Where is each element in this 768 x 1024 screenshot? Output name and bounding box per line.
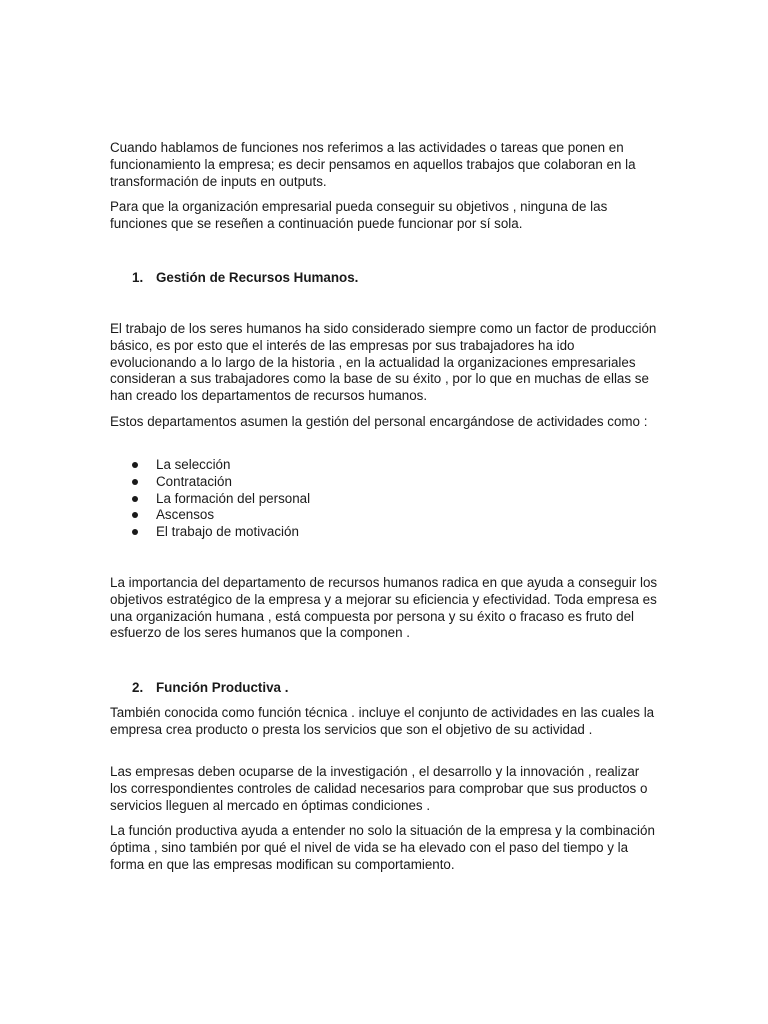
list-item: La formación del personal bbox=[110, 491, 658, 508]
bullet-icon bbox=[132, 496, 138, 502]
section-2-paragraph-2: Las empresas deben ocuparse de la investigación , el desarrollo y la innovación , realizar los correspondientes controles de calidad necesarios para comprobar que sus productos o servicios lleguen al mercado en óptimas condiciones . bbox=[110, 764, 648, 813]
list-item: La selección bbox=[110, 457, 658, 474]
section-1-heading bbox=[132, 270, 358, 287]
section-1-paragraph-2: Estos departamentos asumen la gestión del personal encargándose de actividades como : bbox=[110, 414, 648, 429]
section-1-number: 1. bbox=[132, 270, 144, 285]
section-2-title: Función Productiva . bbox=[156, 680, 289, 695]
list-item: El trabajo de motivación bbox=[110, 524, 658, 541]
section-1-paragraph-1: El trabajo de los seres humanos ha sido considerado siempre como un factor de producción básico, es por esto que el interés de las empresas por sus trabajadores ha ido evolucionando a lo largo de la historia , en la actualidad la organizaciones empresariales consideran a sus trabajadores como la base de su éxito , por lo que en muchas de ellas se han creado los departamentos de recursos humanos. bbox=[110, 321, 657, 404]
section-1-title: Gestión de Recursos Humanos. bbox=[156, 270, 359, 285]
bullet-icon bbox=[132, 479, 138, 485]
section-2-paragraph-1: También conocida como función técnica . incluye el conjunto de actividades en las cuales la empresa crea producto o presta los servicios que son el objetivo de su actividad . bbox=[110, 705, 655, 737]
section-2-number: 2. bbox=[132, 680, 144, 695]
section-2-paragraph-3: La función productiva ayuda a entender no solo la situación de la empresa y la combinación óptima , sino también por qué el nivel de vida se ha elevado con el paso del tiempo y la forma en que las empresas modifican su comportamiento. bbox=[110, 823, 655, 872]
intro-paragraph-1: Cuando hablamos de funciones nos referimos a las actividades o tareas que ponen en funcionamiento la empresa; es decir pensamos en aquellos trabajos que colaboran en la transformación de inputs en outputs. bbox=[110, 140, 636, 189]
section-2-heading bbox=[132, 680, 288, 697]
bullet-icon bbox=[132, 512, 138, 518]
intro-paragraph-2: Para que la organización empresarial pueda conseguir su objetivos , ninguna de las funciones que se reseñen a continuación puede funcionar por sí sola. bbox=[110, 199, 608, 231]
section-1-paragraph-3: La importancia del departamento de recursos humanos radica en que ayuda a conseguir los objetivos estratégico de la empresa y a mejorar su eficiencia y efectividad. Toda empresa es una organización humana , está compuesta por persona y su éxito o fracaso es fruto del esfuerzo de los seres humanos que la componen . bbox=[110, 575, 658, 641]
bullet-icon bbox=[132, 462, 138, 468]
activities-list bbox=[110, 457, 658, 541]
list-item: Ascensos bbox=[110, 507, 658, 524]
list-item: Contratación bbox=[110, 474, 658, 491]
bullet-icon bbox=[132, 529, 138, 535]
